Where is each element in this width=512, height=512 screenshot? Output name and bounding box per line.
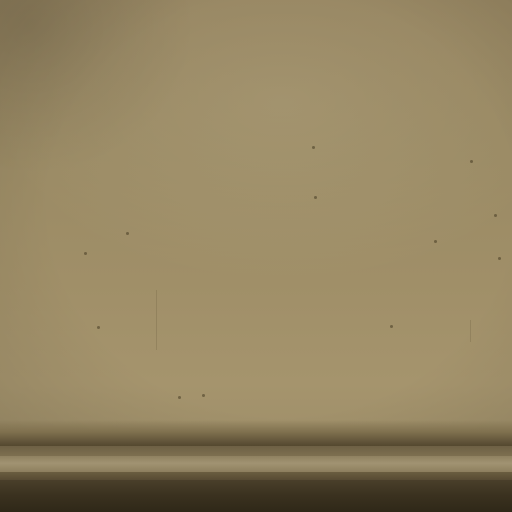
baseboard-groove bbox=[0, 472, 512, 480]
baseboard-top-lip bbox=[0, 446, 512, 456]
baseboard-highlight bbox=[0, 456, 512, 472]
floor-gap bbox=[0, 480, 512, 512]
baseboard-shadow bbox=[0, 420, 512, 446]
